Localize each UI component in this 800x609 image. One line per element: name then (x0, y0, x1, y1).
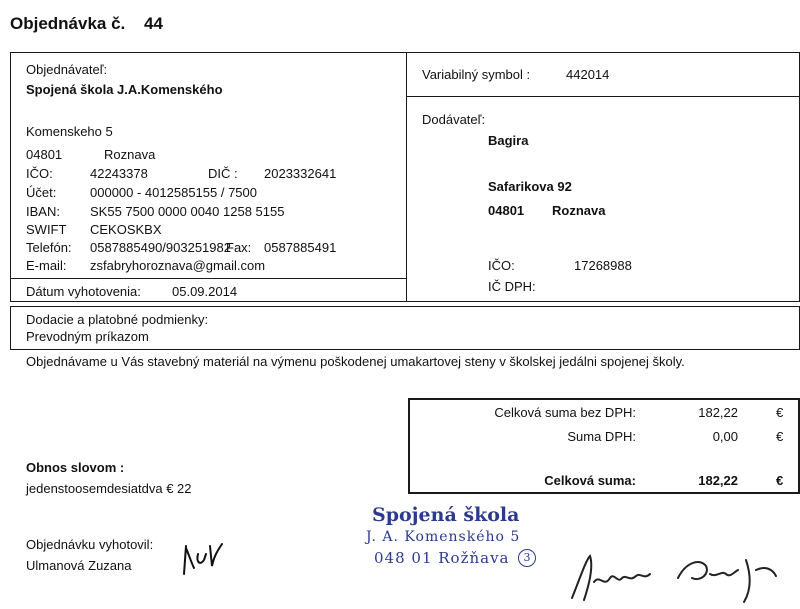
buyer-email-label: E-mail: (26, 258, 67, 273)
supplier-label: Dodávateľ: (422, 112, 486, 127)
buyer-fax-label: Fax: (226, 240, 252, 255)
buyer-city: Roznava (104, 147, 156, 162)
buyer-email[interactable]: zsfabryhoroznava@gmail.com (90, 258, 266, 273)
buyer-swift-label: SWIFT (26, 222, 67, 237)
order-title (10, 14, 163, 34)
buyer-account: 000000 - 4012585155 / 7500 (90, 185, 257, 200)
stamp-line-2: J. A. Komenského 5 (366, 529, 521, 545)
terms-value: Prevodným príkazom (26, 329, 149, 344)
net-currency: € (776, 405, 784, 420)
buyer-dic-label: DIČ : (208, 166, 238, 181)
stamp-mark: 3 (518, 549, 536, 567)
grand-currency: € (776, 473, 784, 488)
supplier-zip: 04801 (488, 203, 525, 218)
buyer-ico: 42243378 (90, 166, 148, 181)
order-description: Objednávame u Vás stavebný materiál na výmenu poškodenej umakartovej steny v školskej jedálni spojenej školy. (26, 354, 685, 369)
buyer-iban: SK55 7500 0000 0040 1258 5155 (90, 204, 285, 219)
variable-symbol: 442014 (566, 67, 610, 82)
vs-divider (406, 96, 800, 97)
net-total: 182,22 (698, 405, 738, 420)
order-title-label: Objednávka č. (10, 14, 126, 33)
issued-by-name: Ulmanová Zuzana (26, 558, 132, 573)
buyer-name: Spojená škola J.A.Komenského (26, 82, 223, 97)
supplier-ico-label: IČO: (488, 258, 515, 273)
buyer-dic: 2023332641 (264, 166, 337, 181)
buyer-iban-label: IBAN: (26, 204, 60, 219)
buyer-zip: 04801 (26, 147, 63, 162)
supplier-icdph-label: IČ DPH: (488, 279, 536, 294)
buyer-account-label: Účet: (26, 185, 57, 200)
buyer-ico-label: IČO: (26, 166, 53, 181)
grand-total-label: Celková suma: (544, 473, 636, 488)
issued-by-label: Objednávku vyhotovil: (26, 537, 154, 552)
grand-total: 182,22 (698, 473, 738, 488)
issue-date: 05.09.2014 (172, 284, 238, 299)
terms-label: Dodacie a platobné podmienky: (26, 312, 209, 327)
buyer-phone: 0587885490/903251982 (90, 240, 231, 255)
issue-date-label: Dátum vyhotovenia: (26, 284, 141, 299)
issuer-signature (176, 536, 228, 580)
vat-total: 0,00 (712, 429, 738, 444)
buyer-swift: CEKOSKBX (90, 222, 162, 237)
net-total-label: Celková suma bez DPH: (494, 405, 636, 420)
variable-symbol-label: Variabilný symbol : (422, 67, 531, 82)
buyer-street: Komenskeho 5 (26, 124, 113, 139)
supplier-city: Roznava (552, 203, 606, 218)
vat-currency: € (776, 429, 784, 444)
column-divider (406, 52, 407, 302)
buyer-label: Objednávateľ: (26, 62, 108, 77)
order-number: 44 (144, 14, 163, 33)
supplier-name: Bagira (488, 133, 529, 148)
in-words-value: jedenstoosemdesiatdva € 22 (26, 481, 192, 496)
supplier-ico: 17268988 (574, 258, 632, 273)
director-signature (560, 548, 790, 606)
buyer-phone-label: Telefón: (26, 240, 72, 255)
stamp-line-1: Spojená škola (372, 504, 520, 526)
date-divider (10, 278, 406, 279)
in-words-label: Obnos slovom : (26, 460, 125, 475)
stamp-line-3: 048 01 Rožňava (374, 549, 510, 567)
supplier-street: Safarikova 92 (488, 179, 572, 194)
vat-label: Suma DPH: (567, 429, 636, 444)
buyer-fax: 0587885491 (264, 240, 337, 255)
